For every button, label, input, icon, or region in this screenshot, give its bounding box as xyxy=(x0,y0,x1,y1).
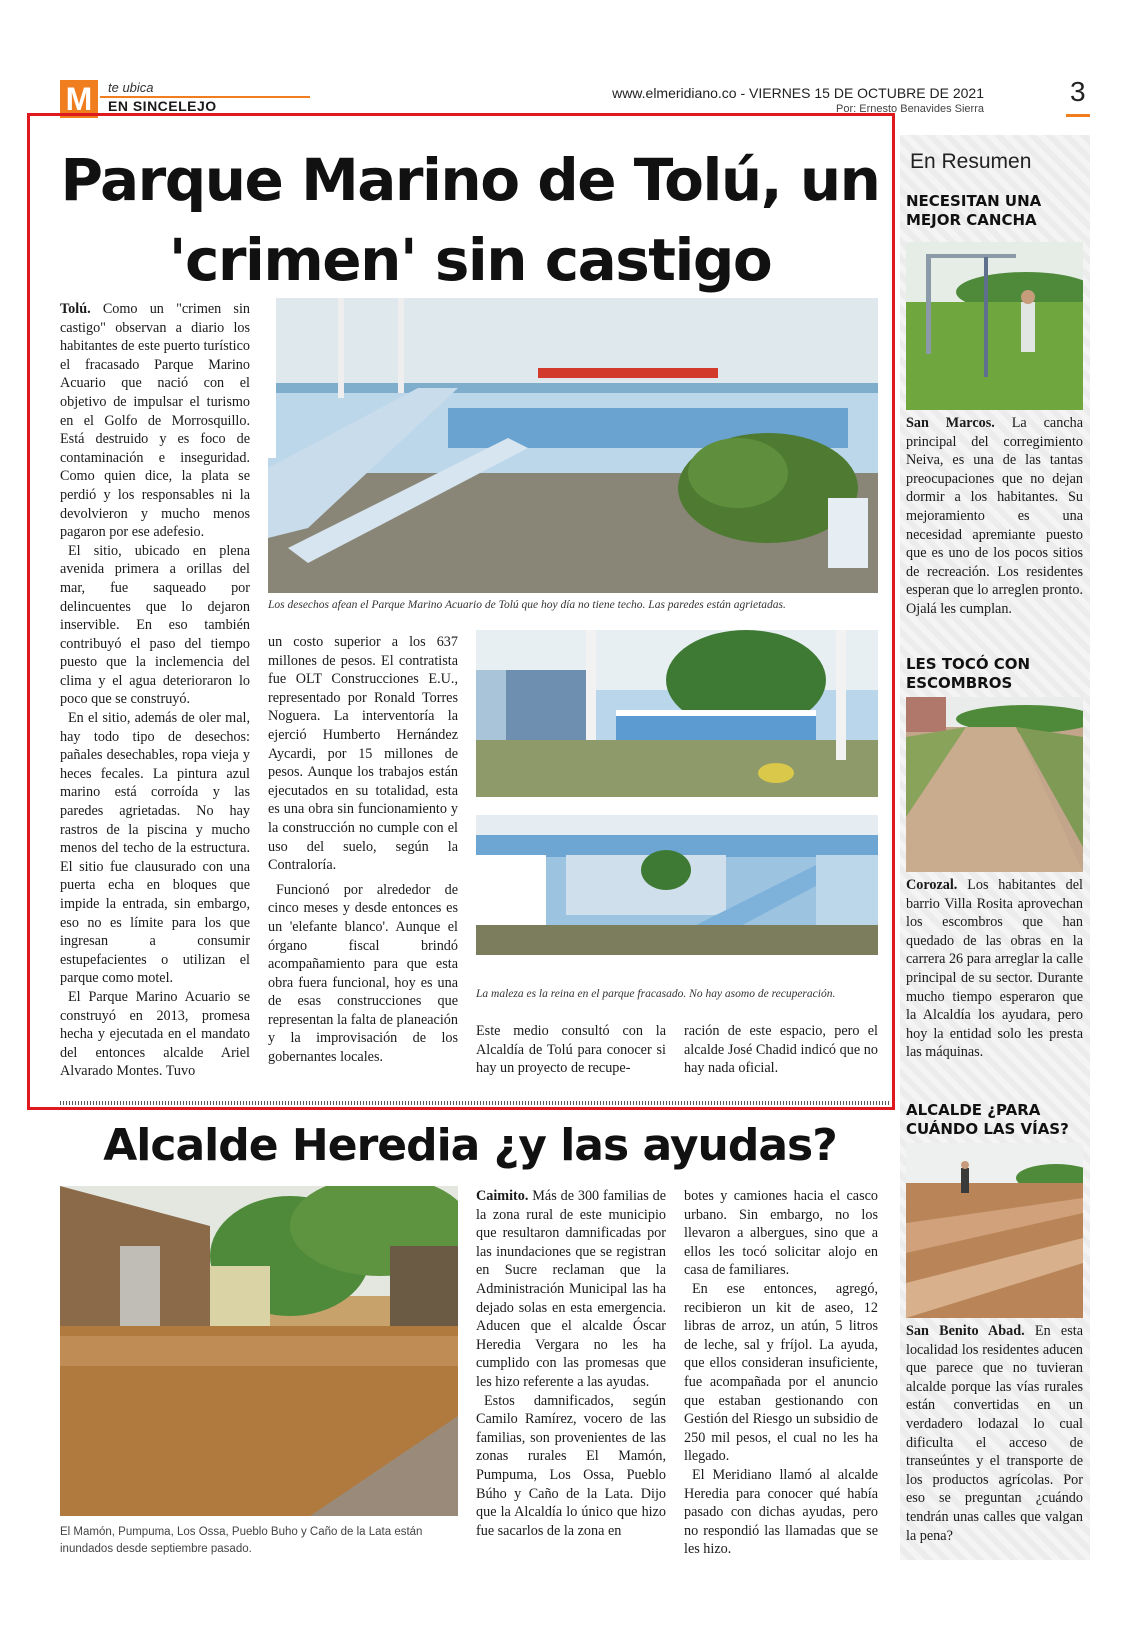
article1-paragraph: Como un "crimen sin castigo" observan a diario los habitantes de este puerto turístico el fracasado Parque Marino Acuario que nació con el objetivo de impulsar el turismo en el Golfo de Morrosquillo. Está destruido y es foco de contaminación e inseguridad. Como quien dice, la plata se perdió y los responsables ni la devolvieron y mucho menos pagaron por ese adefesio. xyxy=(60,301,250,541)
sidebar-place: San Benito Abad. xyxy=(906,1323,1025,1339)
sidebar-body: La cancha principal del corregimiento Neiva, es una de las tantas preocupaciones que no dejan dormir a los habitantes. Su mejoramiento es una necesidad apremiante puesto que es uno de los pocos sitios de recreación. Los residentes esperan que lo arreglen pronto. Ojalá les cumplan. xyxy=(906,415,1084,617)
page-number-underline xyxy=(1066,114,1090,117)
sidebar-item-text xyxy=(906,1322,1083,1545)
sidebar-item-text xyxy=(906,414,1083,619)
sidebar-item-heading xyxy=(906,192,1041,230)
article1-headline: Parque Marino de Tolú, un 'crimen' sin castigo xyxy=(60,146,880,294)
article1-column-2 xyxy=(268,633,458,1067)
photo-soccer-field xyxy=(906,242,1083,410)
article1-column-4 xyxy=(684,1022,878,1078)
brand-logo: M xyxy=(60,80,98,118)
article2-paragraph: botes y camiones hacia el casco urbano. Sin embargo, no los llevaron a albergues, sino que a ellos les tocó solicitar alojo en casa de familiares. xyxy=(684,1188,878,1279)
article1-dateline: Tolú. xyxy=(60,301,91,317)
article2-dateline: Caimito. xyxy=(476,1188,529,1204)
byline: Por: Ernesto Benavides Sierra xyxy=(836,103,984,115)
sidebar-heading-line: ESCOMBROS xyxy=(906,674,1013,692)
article2-column-1 xyxy=(476,1187,666,1540)
photo-muddy-road xyxy=(906,1143,1083,1318)
sidebar-body: Los habitantes del barrio Villa Rosita aprovechan los escombros que han quedado de las obras en la carrera 26 para arreglar la calle principal de su sector. Durante mucho tiempo esperaron que la Alcaldía los ayudara, pero hoy la entidad solo les presta las máquinas. xyxy=(906,877,1083,1061)
article1-paragraph: El sitio, ubicado en plena avenida primera a orillas del mar, fue saqueado por delincuentes que lo dejaron inservible. En eso también contribuyó el paso del tiempo puesto que la inclemencia del clima y el agua deterioraron lo poco que se construyó. xyxy=(60,542,250,708)
photo-park-structure xyxy=(476,815,878,955)
sidebar-item-text xyxy=(906,876,1083,1062)
sidebar-item-heading xyxy=(906,655,1030,693)
photo-caption-bottom: La maleza es la reina en el parque fracasado. No hay asomo de recuperación. xyxy=(476,988,836,1000)
photo-abandoned-park-stairs xyxy=(268,298,878,593)
sidebar-heading-line: CUÁNDO LAS VÍAS? xyxy=(906,1120,1069,1138)
photo-overgrown-park xyxy=(476,630,878,797)
article1-paragraph: Este medio consultó con la Alcaldía de Tolú para conocer si hay un proyecto de recupe- xyxy=(476,1023,666,1077)
article2-paragraph: En ese entonces, agregó, recibieron un kit de aseo, 12 libras de arroz, un atún, 5 litros de leche, sal y fríjol. La ayuda, que ellos consideran insuficiente, fue acompañada por el anuncio que estaban gestionando con Gestión del Riesgo un subsidio de 250 mil pesos, el cual no les ha llegado. xyxy=(684,1280,878,1465)
photo-dirt-road xyxy=(906,697,1083,872)
photo-flooded-street xyxy=(60,1186,458,1516)
section-divider xyxy=(60,1101,890,1105)
sidebar-heading-line: NECESITAN UNA xyxy=(906,192,1042,210)
sidebar-heading-line: ALCALDE ¿PARA xyxy=(906,1101,1041,1119)
article2-column-2 xyxy=(684,1187,878,1559)
sidebar-heading-line: LES TOCÓ CON xyxy=(906,655,1031,673)
photo-caption-flood: El Mamón, Pumpuma, Los Ossa, Pueblo Buho y Caño de la Lata están inundados desde septiembre pasado. xyxy=(60,1526,423,1555)
sidebar-body: En esta localidad los residentes aducen que parece que no tuvieran alcalde porque las vías rurales están convertidas en un verdadero lodazal lo cual dificulta el acceso de transeúntes y el transporte de los productos agrícolas. Por eso se preguntan ¿cuándo tendrán unas calles que valgan la pena? xyxy=(906,1323,1083,1544)
site-and-date: www.elmeridiano.co - VIERNES 15 DE OCTUBRE DE 2021 xyxy=(612,85,984,101)
sidebar-title: En Resumen xyxy=(910,150,1032,173)
article1-paragraph: un costo superior a los 637 millones de pesos. El contratista fue OLT Construcciones E.U., representado por Ronald Torres Noguera. La interventoría la ejerció Humberto Hernández Aycardi, por 15 millones de pesos. Aunque los trabajos están ejecutados en su totalidad, esta es una obra sin funcionamiento y la construcción no cumple con el uso del suelo, según la Contraloría. xyxy=(268,634,458,874)
photo-caption-top: Los desechos afean el Parque Marino Acuario de Tolú que hoy día no tiene techo. Las paredes están agrietadas. xyxy=(268,599,786,611)
article1-paragraph: Funcionó por alrededor de cinco meses y desde entonces es un 'elefante blanco'. Aunque el órgano fiscal brindó acompañamiento para que esta obra fuera funcional, hoy es una de esas construcciones que representan la falta de planeación y la improvisación de los gobernantes locales. xyxy=(268,881,458,1066)
article2-paragraph: Más de 300 familias de la zona rural de este municipio que resultaron damnificadas por las inundaciones que se registran en Sucre reclaman que la Administración Municipal las ha dejado solas en esta emergencia. Aducen que el alcalde Óscar Heredia Vergara no les ha cumplido con las promesas que les hizo referente a las ayudas. xyxy=(476,1188,666,1390)
sidebar-item-heading xyxy=(906,1101,1069,1139)
sidebar-place: San Marcos. xyxy=(906,415,995,431)
page-number: 3 xyxy=(1070,76,1086,107)
sidebar-heading-line: MEJOR CANCHA xyxy=(906,211,1037,229)
article1-paragraph: El Parque Marino Acuario se construyó en 2013, promesa hecha y ejecutada en el mandato del entonces alcalde Ariel Alvarado Montes. Tuvo xyxy=(60,988,250,1080)
article1-paragraph: En el sitio, además de oler mal, hay todo tipo de desechos: pañales desechables, ropa vieja y heces fecales. La pintura azul marino está corroída y las paredes agrietadas. No hay rastros de la piscina y mucho menos del techo de la estructura. El sitio fue clausurado con una puerta echa en bloques que impide la entrada, sin embargo, eso no es límite para los que ingresan a consumir estupefacientes o utilizan el parque como motel. xyxy=(60,710,250,987)
section-name: EN SINCELEJO xyxy=(108,98,217,112)
logo-tagline: te ubica xyxy=(108,80,154,95)
sidebar-place: Corozal. xyxy=(906,877,958,893)
article2-paragraph: El Meridiano llamó al alcalde Heredia para conocer qué había pasado con dichas ayudas, pero no respondió las llamadas que se les hizo. xyxy=(684,1466,878,1558)
article2-paragraph: Estos damnificados, según Camilo Ramírez, vocero de las familias, son provenientes de las zonas rurales El Mamón, Pumpuma, Los Ossa, Pueblo Búho y Caño de la Lata. Dijo que la Alcaldía lo único que hizo fue sacarlos de la zona en xyxy=(476,1392,666,1539)
article2-headline: Alcalde Heredia ¿y las ayudas? xyxy=(103,1120,837,1171)
article1-column-3 xyxy=(476,1022,666,1078)
article1-paragraph: ración de este espacio, pero el alcalde José Chadid indicó que no hay nada oficial. xyxy=(684,1023,878,1077)
article1-column-1 xyxy=(60,300,250,1081)
